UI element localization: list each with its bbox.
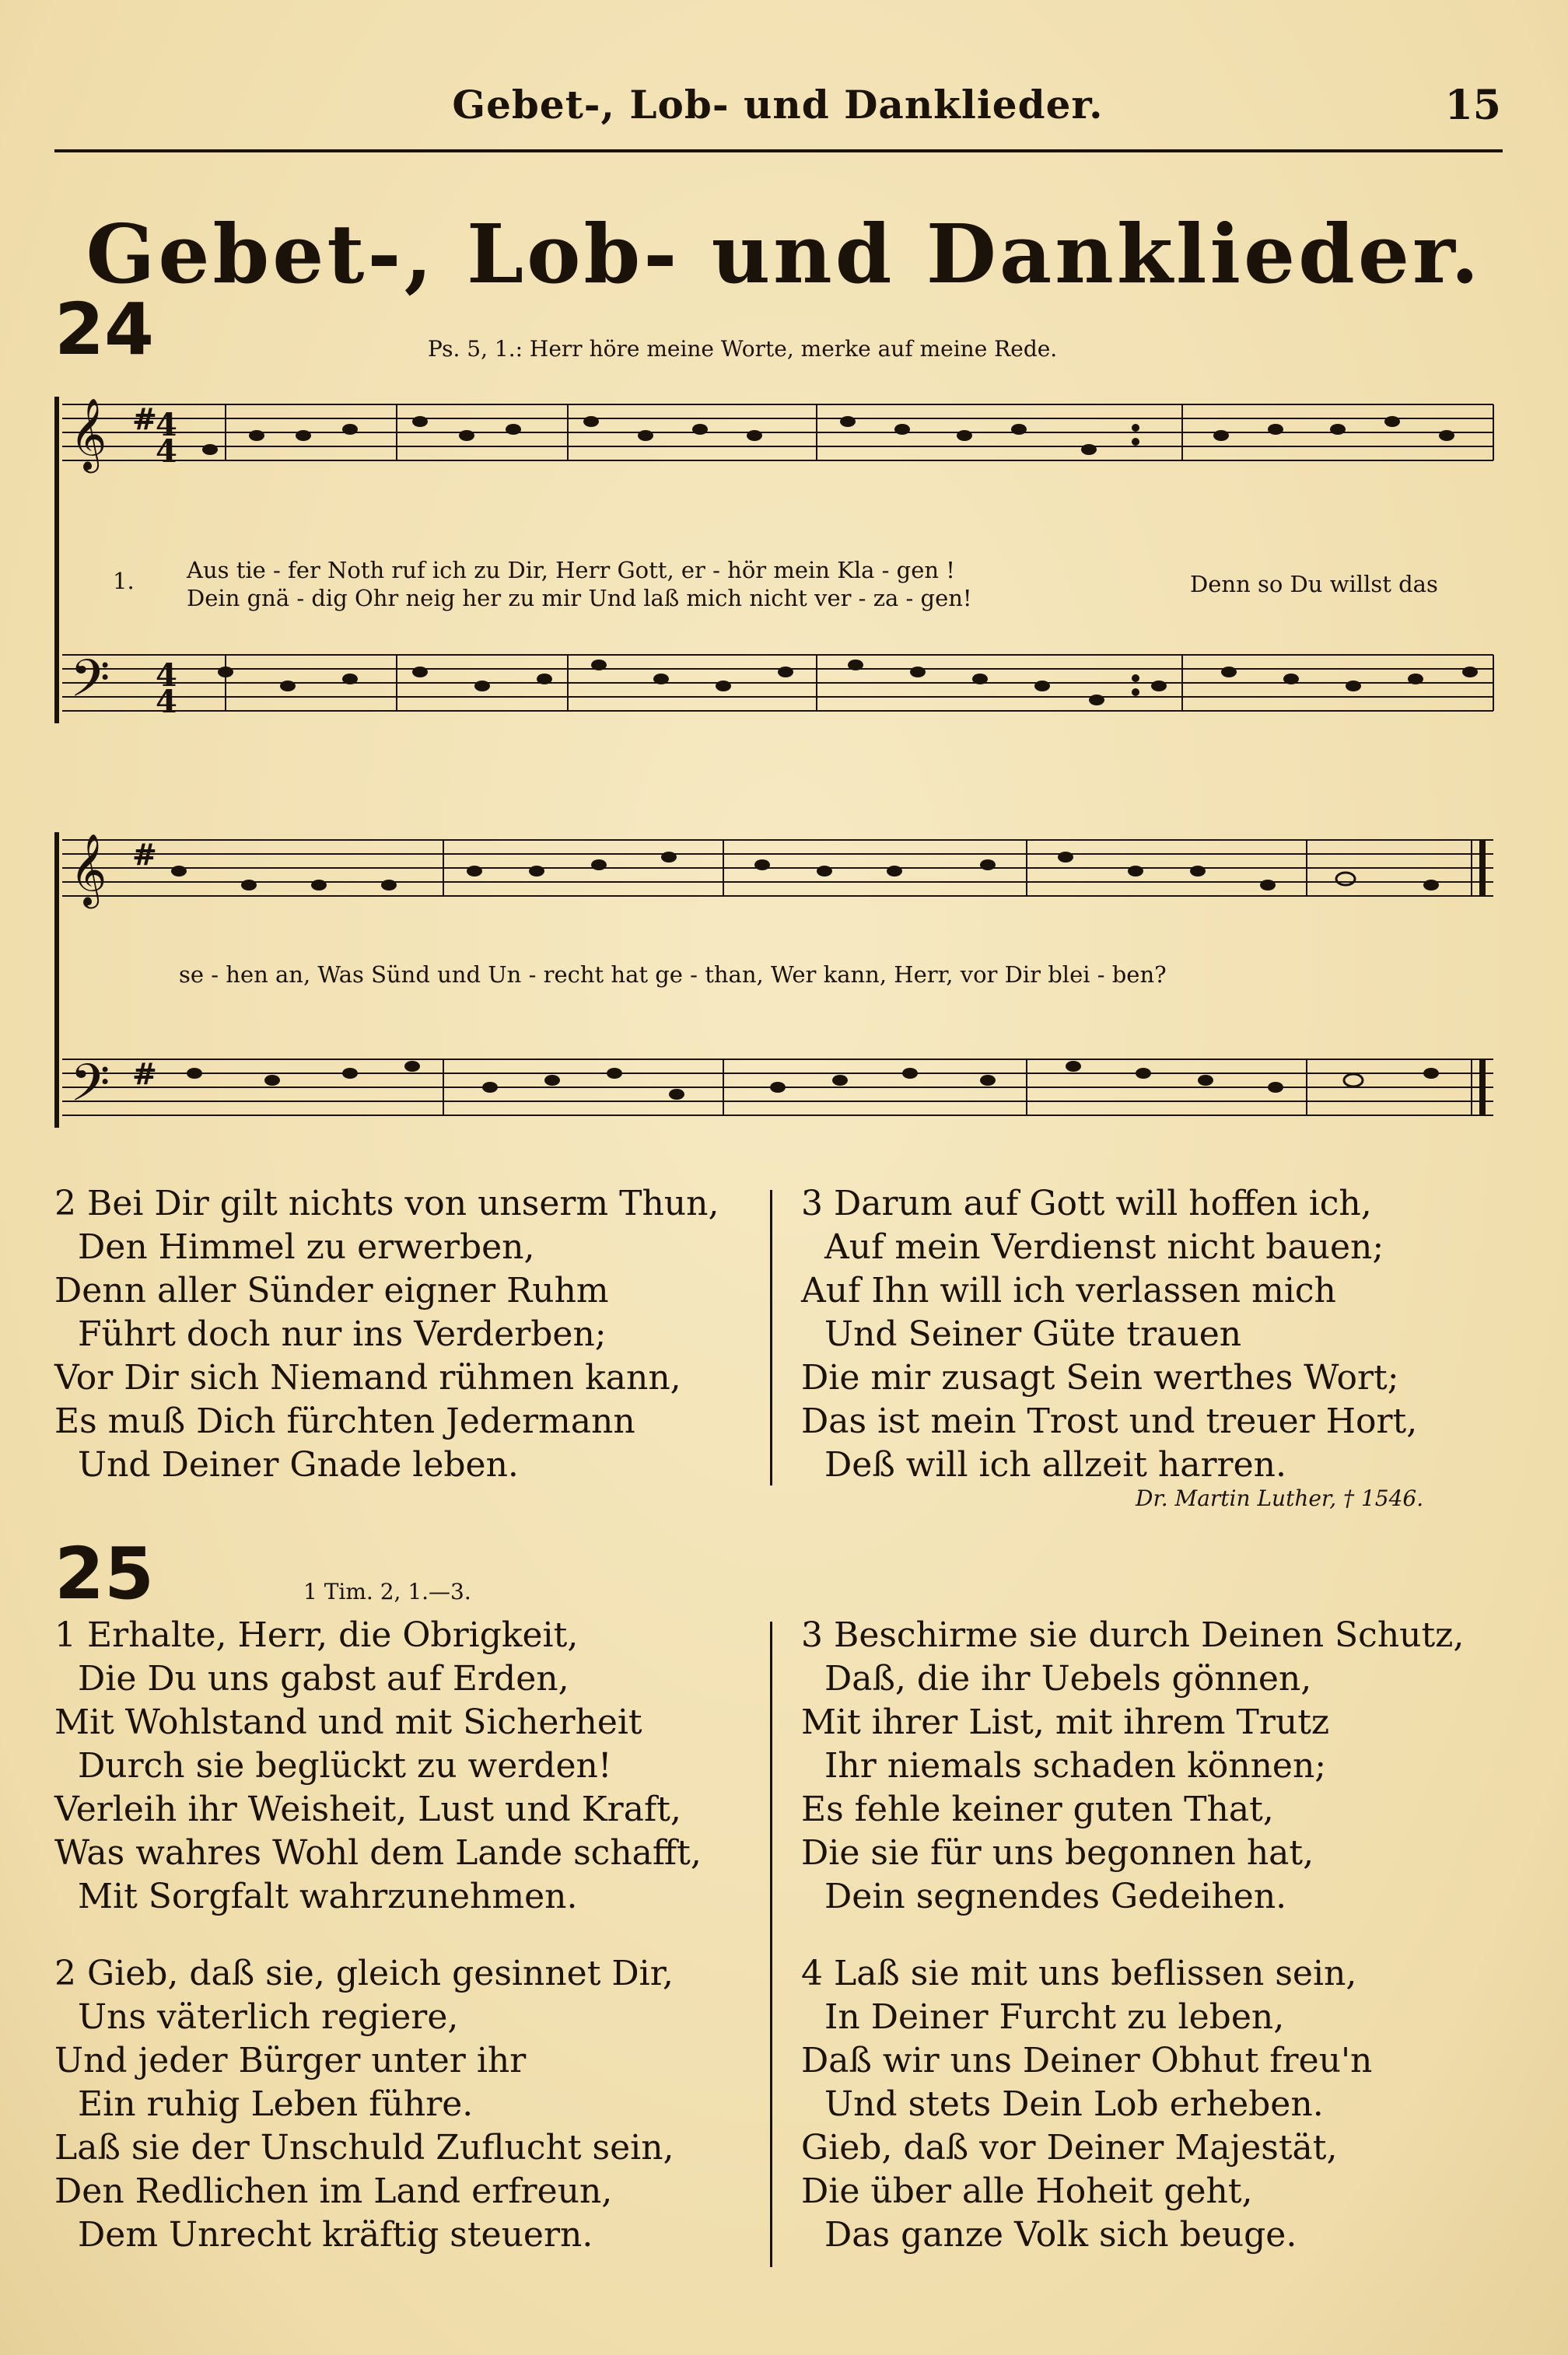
verse-line: Mit ihrer List, mit ihrem Trutz <box>801 1702 1330 1742</box>
hymn-24-verse-2 <box>54 1182 719 1487</box>
verse-line: Den Redlichen im Land erfreun, <box>54 2171 613 2211</box>
verse-line: Gieb, daß vor Deiner Majestät, <box>801 2128 1338 2168</box>
svg-text:4: 4 <box>156 657 177 694</box>
verse-line: Ihr niemals schaden können; <box>824 1746 1327 1786</box>
hymn-24-lyrics-line-2: se - hen an, Was Sünd und Un - recht hat ge - than, Wer kann, Herr, vor Dir blei - ben? <box>179 961 1167 988</box>
svg-text:𝄞: 𝄞 <box>70 833 107 905</box>
verse-line: Es fehle keiner guten That, <box>801 1790 1274 1829</box>
verse-line: Führt doch nur ins Verderben; <box>78 1314 607 1354</box>
verse-line: Das ist mein Trost und treuer Hort, <box>801 1401 1418 1441</box>
svg-text:#: # <box>132 401 157 436</box>
verse-line: Laß sie der Unschuld Zuflucht sein, <box>54 2128 674 2168</box>
verse-line: 2 Gieb, daß sie, gleich gesinnet Dir, <box>54 1954 674 1993</box>
hymn-24-author: Dr. Martin Luther, † 1546. <box>1136 1485 1424 1511</box>
hymn-25-verse-1 <box>54 1614 702 1919</box>
hymn-25-verse-2 <box>54 1952 674 2257</box>
verse-line: Deß will ich allzeit harren. <box>824 1445 1286 1485</box>
verse-line: Und jeder Bürger unter ihr <box>54 2041 527 2080</box>
verse-line: Uns väterlich regiere, <box>78 1997 459 2037</box>
column-divider <box>770 1190 772 1485</box>
svg-text:𝄢: 𝄢 <box>70 1053 110 1125</box>
hymn-25-number: 25 <box>54 1532 155 1615</box>
hymn-24-scripture: Ps. 5, 1.: Herr höre meine Worte, merke auf meine Rede. <box>428 336 1058 362</box>
verse-line: Und stets Dein Lob erheben. <box>824 2084 1324 2124</box>
svg-text:4: 4 <box>156 684 177 720</box>
verse-line: Mit Wohlstand und mit Sicherheit <box>54 1702 642 1742</box>
verse-line: Und Deiner Gnade leben. <box>78 1445 519 1485</box>
verse-line: 4 Laß sie mit uns beflissen sein, <box>801 1954 1357 1993</box>
column-divider <box>770 1622 772 2267</box>
verse-line: Die sie für uns begonnen hat, <box>801 1833 1314 1873</box>
hymn-24-verse-marker: 1. <box>113 568 135 594</box>
verse-line: 1 Erhalte, Herr, die Obrigkeit, <box>54 1615 579 1655</box>
verse-line: Auf mein Verdienst nicht bauen; <box>824 1227 1384 1267</box>
svg-text:#: # <box>132 1056 157 1091</box>
svg-text:𝄞: 𝄞 <box>70 397 107 470</box>
header-rule <box>54 149 1503 152</box>
verse-line: Vor Dir sich Niemand rühmen kann, <box>54 1358 681 1398</box>
verse-line: Denn aller Sünder eigner Ruhm <box>54 1271 609 1310</box>
hymn-25-verse-3 <box>801 1614 1464 1919</box>
verse-line: 3 Beschirme sie durch Deinen Schutz, <box>801 1615 1465 1655</box>
hymn-25-verse-4 <box>801 1952 1372 2257</box>
running-header <box>54 82 1501 144</box>
verse-line: Auf Ihn will ich verlassen mich <box>801 1271 1336 1310</box>
svg-text:4: 4 <box>156 407 177 443</box>
svg-text:#: # <box>132 837 157 872</box>
hymn-24-lyrics-line-1c: Denn so Du willst das <box>1190 571 1438 597</box>
verse-line: Mit Sorgfalt wahrzunehmen. <box>78 1877 578 1916</box>
verse-line: Die über alle Hoheit geht, <box>801 2171 1253 2211</box>
verse-line: Ein ruhig Leben führe. <box>78 2084 474 2124</box>
verse-line: Und Seiner Güte trauen <box>824 1314 1242 1354</box>
page-number: 15 <box>1444 82 1501 129</box>
hymn-24-lyrics-line-1a: Aus tie - fer Noth ruf ich zu Dir, Herr Gott, er - hör mein Kla - gen ! <box>187 557 955 583</box>
svg-text:𝄢: 𝄢 <box>70 649 110 721</box>
hymn-24-verse-3 <box>801 1182 1417 1487</box>
verse-line: Das ganze Volk sich beuge. <box>824 2215 1297 2255</box>
verse-line: Den Himmel zu erwerben, <box>78 1227 535 1267</box>
verse-line: Es muß Dich fürchten Jedermann <box>54 1401 635 1441</box>
verse-line: Was wahres Wohl dem Lande schafft, <box>54 1833 702 1873</box>
verse-line: Dem Unrecht kräftig steuern. <box>78 2215 593 2255</box>
verse-line: 2 Bei Dir gilt nichts von unserm Thun, <box>54 1184 719 1223</box>
running-title: Gebet-, Lob- und Danklieder. <box>452 82 1104 128</box>
hymn-24-lyrics-line-1b: Dein gnä - dig Ohr neig her zu mir Und laß mich nicht ver - za - gen! <box>187 585 972 611</box>
verse-line: Daß wir uns Deiner Obhut freu'n <box>801 2041 1373 2080</box>
svg-text:4: 4 <box>156 433 177 470</box>
section-title: Gebet-, Lob- und Danklieder. <box>86 206 1482 302</box>
hymn-24-number: 24 <box>54 288 155 371</box>
verse-line: Daß, die ihr Uebels gönnen, <box>824 1659 1312 1699</box>
verse-line: 3 Darum auf Gott will hoffen ich, <box>801 1184 1372 1223</box>
verse-line: Verleih ihr Weisheit, Lust und Kraft, <box>54 1790 681 1829</box>
verse-line: In Deiner Furcht zu leben, <box>824 1997 1285 2037</box>
verse-line: Dein segnendes Gedeihen. <box>824 1877 1287 1916</box>
verse-line: Durch sie beglückt zu werden! <box>78 1746 612 1786</box>
verse-line: Die mir zusagt Sein werthes Wort; <box>801 1358 1399 1398</box>
verse-line: Die Du uns gabst auf Erden, <box>78 1659 569 1699</box>
hymn-25-scripture: 1 Tim. 2, 1.—3. <box>303 1579 471 1604</box>
